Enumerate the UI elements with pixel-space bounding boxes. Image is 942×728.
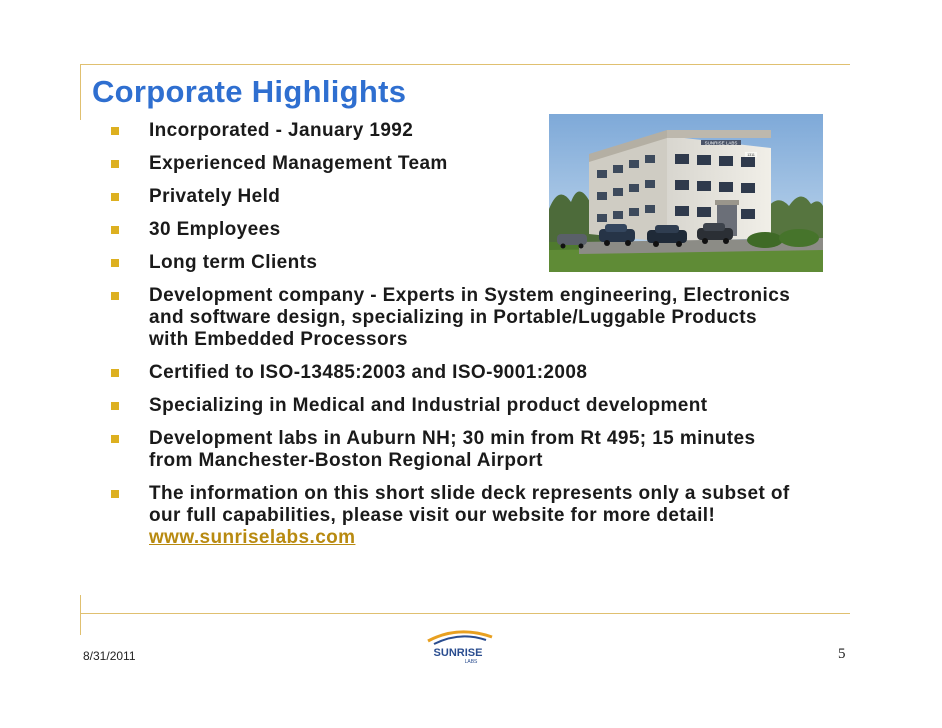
address-number-text: 1311 bbox=[747, 153, 755, 157]
highlights-list bbox=[110, 120, 830, 560]
bullet-text: Specializing in Medical and Industrial product development bbox=[149, 395, 708, 416]
bullet-square-icon bbox=[111, 435, 119, 443]
bullet-square-icon bbox=[111, 226, 119, 234]
list-item bbox=[110, 153, 830, 175]
footer-rule-horizontal bbox=[80, 613, 850, 614]
bullet-text: Incorporated - January 1992 bbox=[149, 120, 414, 141]
list-item bbox=[110, 219, 830, 241]
logo-sub-text: LABS bbox=[464, 659, 478, 665]
bullet-text-line: Development labs in Auburn NH; 30 min from Rt 495; 15 minutes bbox=[149, 428, 756, 449]
bullet-text-line: from Manchester-Boston Regional Airport bbox=[149, 450, 543, 471]
page-number: 5 bbox=[838, 646, 846, 662]
bullet-square-icon bbox=[111, 369, 119, 377]
bullet-square-icon bbox=[111, 490, 119, 498]
bullet-text: Experienced Management Team bbox=[149, 153, 448, 174]
bullet-square-icon bbox=[111, 292, 119, 300]
list-item bbox=[110, 186, 830, 208]
header-rule-horizontal bbox=[80, 64, 850, 65]
sunrise-labs-logo bbox=[416, 627, 500, 665]
list-item bbox=[110, 428, 830, 472]
bullet-text-line: with Embedded Processors bbox=[149, 329, 408, 350]
bullet-square-icon bbox=[111, 193, 119, 201]
slide-title: Corporate Highlights bbox=[92, 74, 407, 109]
list-item bbox=[110, 285, 830, 351]
list-item bbox=[110, 362, 830, 384]
footer-date: 8/31/2011 bbox=[83, 649, 136, 663]
logo-name-text: SUNRISE bbox=[433, 647, 483, 659]
bullet-text: Certified to ISO-13485:2003 and ISO-9001:2008 bbox=[149, 362, 588, 383]
header-rule-vertical bbox=[80, 64, 81, 120]
list-item bbox=[110, 483, 830, 549]
bullet-text: Privately Held bbox=[149, 186, 281, 207]
bullet-text: 30 Employees bbox=[149, 219, 281, 240]
list-item bbox=[110, 395, 830, 417]
website-link[interactable]: www.sunriselabs.com bbox=[149, 527, 356, 548]
list-item bbox=[110, 252, 830, 274]
bullet-square-icon bbox=[111, 127, 119, 135]
bullet-square-icon bbox=[111, 160, 119, 168]
bullet-text: Long term Clients bbox=[149, 252, 318, 273]
bullet-text-line: The information on this short slide deck represents only a subset of bbox=[149, 483, 790, 504]
bullet-square-icon bbox=[111, 259, 119, 267]
building-sign-text: SUNRISE LABS bbox=[704, 140, 738, 146]
bullet-square-icon bbox=[111, 402, 119, 410]
bullet-text-line: and software design, specializing in Portable/Luggable Products bbox=[149, 307, 757, 328]
bullet-text-line: Development company - Experts in System engineering, Electronics bbox=[149, 285, 791, 306]
footer-rule-vertical bbox=[80, 595, 81, 635]
list-item bbox=[110, 120, 830, 142]
bullet-text-line: our full capabilities, please visit our website for more detail! bbox=[149, 505, 716, 526]
